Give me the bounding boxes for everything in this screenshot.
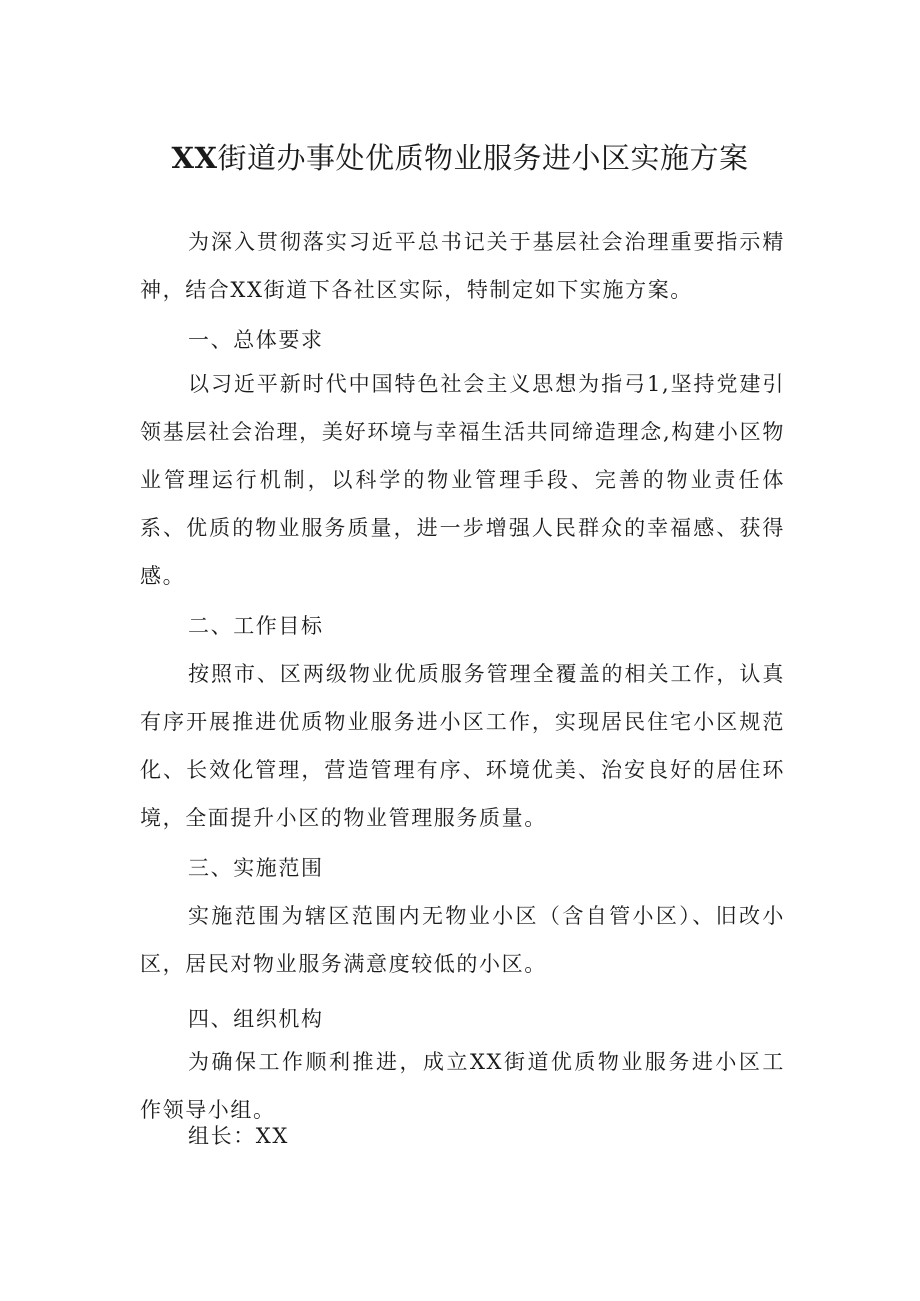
document-title: [0, 136, 920, 177]
section-1-heading: 一、总体要求: [188, 328, 324, 352]
section-1-body: 以习近平新时代中国特色社会主义思想为指弓1,坚持党建引领基层社会治理，美好环境与幸福生活共同缔造理念,构建小区物业管理运行机制，以科学的物业管理手段、完善的物业责任体系、优质的物业服务质量，进一步增强人民群众的幸福感、获得感。: [140, 372, 785, 588]
section-3-heading: 三、实施范围: [188, 856, 324, 880]
section-4-body: 为确保工作顺利推进，成立XX街道优质物业服务进小区工作领导小组。: [140, 1050, 785, 1122]
section-3-body: 实施范围为辖区范围内无物业小区（含自管小区）、旧改小区，居民对物业服务满意度较低的小区。: [140, 904, 785, 976]
section-2-body: 按照市、区两级物业优质服务管理全覆盖的相关工作，认真有序开展推进优质物业服务进小区工作，实现居民住宅小区规范化、长效化管理，营造管理有序、环境优美、治安良好的居住环境，全面提升小区的物业管理服务质量。: [140, 662, 785, 830]
title-prefix: XX: [171, 141, 218, 175]
title-text: 街道办事处优质物业服务进小区实施方案: [217, 141, 749, 175]
section-2-heading: 二、工作目标: [188, 614, 324, 638]
intro-paragraph: 为深入贯彻落实习近平总书记关于基层社会治理重要指示精神，结合XX街道下各社区实际，特制定如下实施方案。: [140, 230, 785, 302]
leader-line: 组长：XX: [188, 1124, 289, 1148]
section-4-heading: 四、组织机构: [188, 1007, 324, 1031]
